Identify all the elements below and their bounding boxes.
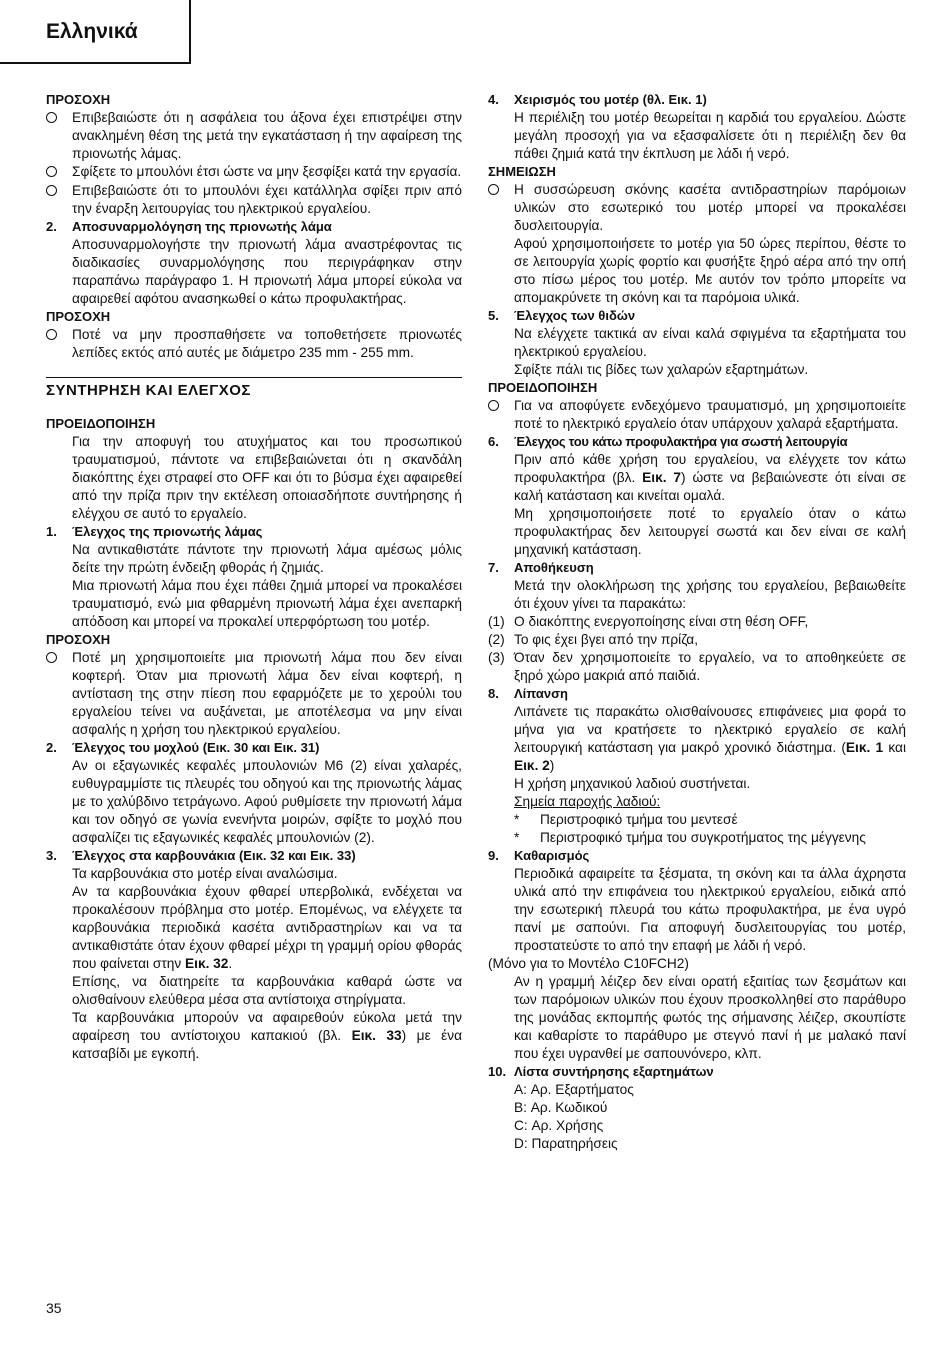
circle-bullet-icon [488, 181, 514, 235]
warning-heading: ΠΡΟΕΙΔΟΠΟΙΗΣΗ [46, 416, 156, 431]
caution-item: Επιβεβαιώστε ότι το μπουλόνι έχει κατάλληλα σφίξει πριν από την έναρξη λειτουργίας του ηλεκτρικού εργαλείου. [46, 182, 462, 218]
note-heading: ΣΗΜΕΙΩΣΗ [488, 164, 556, 179]
figure-reference: Εικ. 33 [351, 1028, 402, 1043]
language-label: Ελληνικά [46, 20, 138, 43]
step-text: Αν οι εξαγωνικές κεφαλές μπουλονιών Μ6 (2) είναι χαλαρές, ευθυγραμμίστε τις πλευρές του οδηγού και της πριονωτής λάμας με το χαλύβδινο τετράγωνο. Αφού ρυθμίσετε την πριονωτή λάμα και τον οδηγό σε γωνία ενενήντα μοιρών, σφίξτε το μοχλό που ασφαλίζει τις εξαγωνικές κεφαλές μπουλονιών (2). [72, 758, 462, 845]
step-heading: 5. Έλεγχος των θιδών [488, 308, 636, 323]
left-column [46, 91, 462, 1063]
oil-points-heading: Σημεία παροχής λαδιού: [514, 794, 661, 809]
circle-bullet-icon [46, 163, 72, 182]
step-heading: 6. Έλεγχος του κάτω προφυλακτήρα για σωστή λειτουργία [488, 434, 848, 449]
page-number: 35 [46, 1300, 62, 1316]
step-text: Επίσης, να διατηρείτε τα καρβουνάκια καθαρά ώστε να ολισθαίνουν ελεύθερα μέσα στα αντίστοιχα στηρίγματα. [72, 974, 462, 1007]
step-text: Να ελέγχετε τακτικά αν είναι καλά σφιγμένα τα εξαρτήματα του ηλεκτρικού εργαλείου. [514, 326, 906, 359]
step-text: Μη χρησιμοποιήσετε ποτέ το εργαλείο όταν ο κάτω προφυλακτήρας δεν λειτουργεί σωστά και δεν είναι σε καλή μηχανική κατάσταση. [514, 506, 906, 557]
warning-item: Για να αποφύγετε ενδεχόμενο τραυματισμό, μη χρησιμοποιείτε ποτέ το ηλεκτρικό εργαλείο όταν υπάρχουν χαλαρά εξαρτήματα. [488, 397, 906, 433]
circle-bullet-icon [46, 326, 72, 362]
section-title: ΣΥΝΤΗΡΗΣΗ ΚΑΙ ΕΛΕΓΧΟΣ [46, 377, 462, 400]
step-text: Μετά την ολοκλήρωση της χρήσης του εργαλείου, βεβαιωθείτε ότι έχουν γίνει τα παρακάτω: [514, 578, 906, 611]
step-text: Αν τα καρβουνάκια έχουν φθαρεί υπερβολικά, ενδέχεται να προκαλέσουν πρόβλημα στο μοτέρ. Επομένως, να ελέγχετε τα καρβουνάκια περιοδικά κασέτα αντιδραστηρίων και να τα αντικαθιστάτε όταν έχουν φθαρεί μέχρι τη γραμμή ορίου φθοράς που φαίνεται στην Εικ. 32. [72, 884, 462, 971]
step-text: Αν η γραμμή λέιζερ δεν είναι ορατή εξαιτίας των ξεσμάτων και των παρόμοιων υλικών που έχουν προσκολληθεί στο παράθυρο της μονάδας εκπομπής φωτός της σήμανσης λέιζερ, σκουπίστε και καθαρίστε το παράθυρο με στεγνό πανί ή με μαλακό πανί που έχει υγρανθεί με σαπουνόνερο, κλπ. [514, 974, 906, 1061]
step-text: Τα καρβουνάκια στο μοτέρ είναι αναλώσιμα. [72, 866, 338, 881]
caution-item: Σφίξετε το μπουλόνι έτσι ώστε να μην ξεσφίξει κατά την εργασία. [46, 163, 462, 182]
step-heading: 9. Καθαρισμός [488, 848, 590, 863]
figure-reference: Εικ. 7 [642, 470, 682, 485]
caution-heading: ΠΡΟΣΟΧΗ [46, 309, 111, 324]
step-heading: 2. Αποσυναρμολόγηση της πριονωτής λάμα [46, 219, 332, 234]
step-text: Λιπάνετε τις παρακάτω ολισθαίνουσες επιφάνειες μια φορά το μήνα για να κρατήσετε το ηλεκτρικό εργαλείο σε καλή λειτουργική κατάσταση για μακρό χρονικό διάστημα. (Εικ. 1 και Εικ. 2) [514, 704, 906, 773]
step-heading: 3. Έλεγχος στα καρβουνάκια (Εικ. 32 και Εικ. 33) [46, 848, 356, 863]
step-heading: 1. Έλεγχος της πριονωτής λάμας [46, 524, 263, 539]
step-heading: 2. Έλεγχος του μοχλού (Εικ. 30 και Εικ. 31) [46, 740, 320, 755]
list-item: (1) Ο διακόπτης ενεργοποίησης είναι στη θέση OFF, [488, 614, 809, 629]
step-text: Να αντικαθιστάτε πάντοτε την πριονωτή λάμα αμέσως μόλις δείτε την πρώτη ένδειξη φθοράς ή ζημιάς. [72, 542, 462, 575]
step-text: Μια πριονωτή λάμα που έχει πάθει ζημιά μπορεί να προκαλέσει τραυματισμό, ενώ μια φθαρμένη πριονωτή λάμα έχει ανεπαρκή απόδοση και μπορεί να προκαλεί υπερφόρτωση του μοτέρ. [72, 578, 462, 629]
list-item: (2) Το φις έχει βγει από την πρίζα, [488, 632, 699, 647]
step-heading: 10. Λίστα συντήρησης εξαρτημάτων [488, 1064, 714, 1079]
step-text: Πριν από κάθε χρήση του εργαλείου, να ελέγχετε τον κάτω προφυλακτήρα (βλ. Εικ. 7) ώστε να βεβαιώνεστε ότι είναι σε καλή κατάσταση και κινείται ομαλά. [514, 452, 906, 503]
language-tab [0, 0, 191, 64]
note-text: Αφού χρησιμοποιήσετε το μοτέρ για 50 ώρες περίπου, θέστε το σε λειτουργία χωρίς φορτίο και φυσήξτε ξηρό αέρα από την οπή στο πίσω μέρος του μοτέρ. Με αυτόν τον τρόπο μπορείτε να απομακρύνετε τη σκόνη και τα παρόμοια υλικά. [514, 236, 906, 305]
step-text: Περιοδικά αφαιρείτε τα ξέσματα, τη σκόνη και τα άλλα άχρηστα υλικά από την επιφάνεια του ηλεκτρικού εργαλείου, ειδικά από την εσωτερική πλευρά του κάτω προφυλακτήρα, με ένα υγρό πανί με σαπούνι. Για αποφυγή δυσλειτουργίας του μοτέρ, προστατεύστε το από την επαφή με λάδι ή νερό. [514, 866, 906, 953]
circle-bullet-icon [488, 397, 514, 433]
step-text: Η χρήση μηχανικού λαδιού συστήνεται. [514, 776, 751, 791]
step-heading: 8. Λίπανση [488, 686, 568, 701]
caution-heading: ΠΡΟΣΟΧΗ [46, 92, 111, 107]
list-item: (3) Όταν δεν χρησιμοποιείτε το εργαλείο, να το αποθηκεύετε σε ξηρό χώρο μακριά από παιδιά. [488, 650, 906, 683]
list-item: * Περιστροφικό τμήμα του συγκροτήματος της μέγγενης [514, 830, 866, 845]
step-heading: 4. Χειρισμός του μοτέρ (θλ. Εικ. 1) [488, 92, 707, 107]
figure-reference: Εικ. 1 [845, 740, 884, 755]
step-text: Αποσυναρμολογήστε την πριονωτή λάμα αναστρέφοντας τις διαδικασίες συναρμολόγησης που περιγράφηκαν στην παραπάνω παράγραφο 1. Η πριονωτή λάμα μπορεί εύκολα να αφαιρεθεί αφότου ανασηκωθεί ο κάτω προφυλακτήρας. [72, 237, 462, 306]
caution-heading: ΠΡΟΣΟΧΗ [46, 632, 111, 647]
list-item: D: Παρατηρήσεις [514, 1136, 618, 1151]
figure-reference: Εικ. 32 [185, 956, 229, 971]
circle-bullet-icon [46, 109, 72, 163]
figure-reference: Εικ. 2 [514, 758, 550, 773]
step-text: Η περιέλιξη του μοτέρ θεωρείται η καρδιά του εργαλείου. Δώστε μεγάλη προσοχή για να εξασφαλίσετε ότι η περιέλιξη δεν θα πάθει ζημιά κατά την έκπλυση με λάδι ή νερό. [514, 110, 906, 161]
note-item: Η συσσώρευση σκόνης κασέτα αντιδραστηρίων παρόμοιων υλικών στο εσωτερικό του μοτέρ μπορεί να προκαλέσει δυσλειτουργία. [488, 181, 906, 235]
step-text: Τα καρβουνάκια μπορούν να αφαιρεθούν εύκολα μετά την αφαίρεση του αντίστοιχου καπακιού (βλ. Εικ. 33) με ένα κατσαβίδι με εγκοπή. [72, 1010, 462, 1061]
list-item: B: Αρ. Κωδικού [514, 1100, 608, 1115]
model-note: (Μόνο για το Μοντέλο C10FCH2) [488, 956, 689, 971]
caution-item: Επιβεβαιώστε ότι η ασφάλεια του άξονα έχει επιστρέψει στην ανακλημένη θέση της μετά την εγκατάσταση ή την αφαίρεση της πριονωτής λάμας. [46, 109, 462, 163]
warning-heading: ΠΡΟΕΙΔΟΠΟΙΗΣΗ [488, 380, 598, 395]
step-heading: 7. Αποθήκευση [488, 560, 594, 575]
list-item: * Περιστροφικό τμήμα του μεντεσέ [514, 812, 738, 827]
list-item: C: Αρ. Χρήσης [514, 1118, 604, 1133]
caution-item: Ποτέ μη χρησιμοποιείτε μια πριονωτή λάμα που δεν είναι κοφτερή. Όταν μια πριονωτή λάμα δεν είναι κοφτερή, η αντίσταση της στην πίεση που εφαρμόζετε με το χερούλι του εργαλείου τείνει να αυξάνεται, με αποτέλεσμα να μην είναι ασφαλής η χρήση του ηλεκτρικού εργαλείου. [46, 649, 462, 739]
right-column [488, 91, 906, 1153]
step-text: Σφίξτε πάλι τις βίδες των χαλαρών εξαρτημάτων. [514, 362, 809, 377]
caution-item: Ποτέ να μην προσπαθήσετε να τοποθετήσετε πριονωτές λεπίδες εκτός από αυτές με διάμετρο 235 mm - 255 mm. [46, 326, 462, 362]
warning-text: Για την αποφυγή του ατυχήματος και του προσωπικού τραυματισμού, πάντοτε να επιβεβαιώνεται ότι η σκανδάλη διακόπτης έχει στραφεί στο OFF και ότι το βύσμα έχει αφαιρεθεί από την πρίζα πριν την εκτέλεση οποιασδήποτε συντήρησης ή ελέγχου σε αυτό το εργαλείο. [72, 434, 462, 521]
circle-bullet-icon [46, 182, 72, 218]
circle-bullet-icon [46, 649, 72, 739]
list-item: A: Αρ. Εξαρτήματος [514, 1082, 634, 1097]
